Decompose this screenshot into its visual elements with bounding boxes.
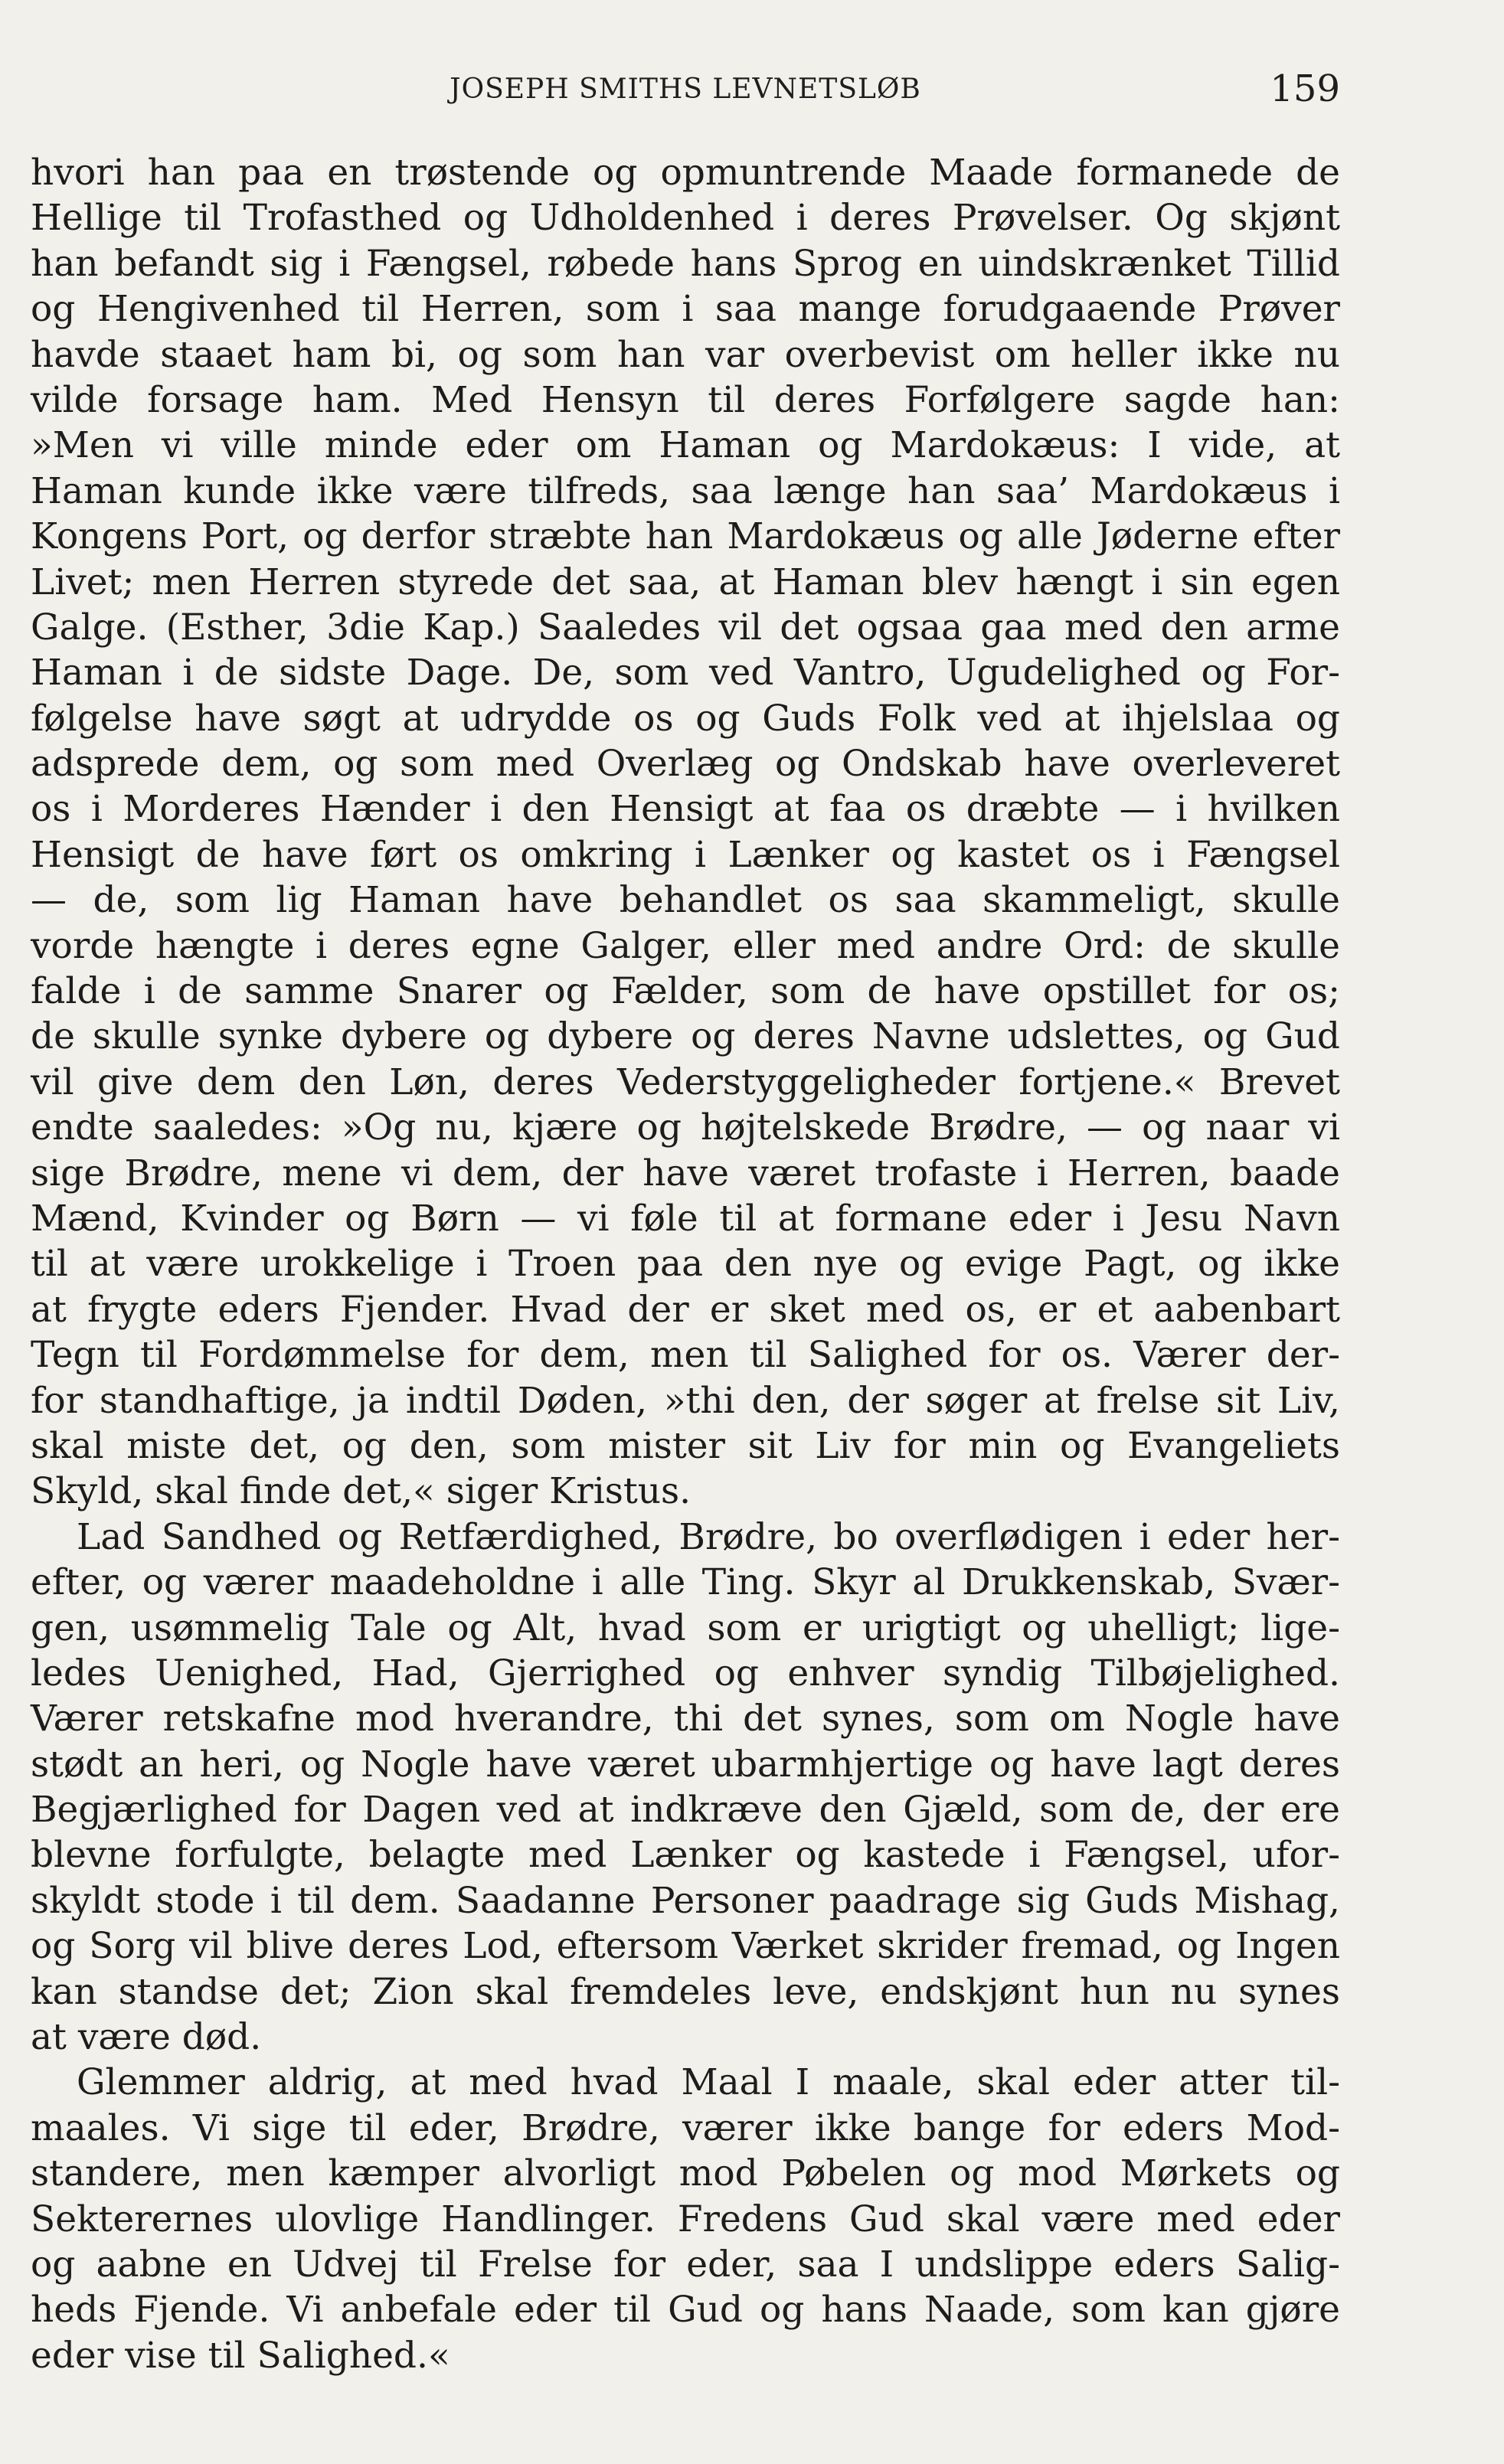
text-line: sige Brødre, mene vi dem, der have været trofaste i Herren, baade — [31, 1152, 1340, 1194]
running-header — [31, 67, 1340, 113]
running-title: JOSEPH SMITHS LEVNETSLØB — [450, 74, 921, 105]
text-line: falde i de samme Snarer og Fælder, som de have opstillet for os; — [31, 970, 1340, 1013]
text-line: Værer retskafne mod hverandre, thi det synes, som om Nogle have — [31, 1698, 1340, 1740]
text-line: skal miste det, og den, som mister sit Liv for min og Evangeliets — [31, 1424, 1340, 1467]
text-line: han befandt sig i Fængsel, røbede hans Sprog en uindskrænket Tillid — [31, 242, 1340, 285]
text-line: vil give dem den Løn, deres Vederstyggeligheder fortjene.« Brevet — [31, 1060, 1340, 1103]
text-line: Hensigt de have ført os omkring i Lænker og kastet os i Fængsel — [31, 833, 1340, 876]
text-line: vilde forsage ham. Med Hensyn til deres Forfølgere sagde han: — [31, 378, 1340, 421]
text-line: Tegn til Fordømmelse for dem, men til Salighed for os. Værer der- — [31, 1334, 1340, 1377]
text-line: adsprede dem, og som med Overlæg og Ondskab have overleveret — [31, 743, 1340, 786]
text-line: maales. Vi sige til eder, Brødre, værer ikke bange for eders Mod- — [31, 2106, 1340, 2149]
text-line: Haman kunde ikke være tilfreds, saa længe han saa’ Mardokæus i — [31, 469, 1340, 512]
text-line: blevne forfulgte, belagte med Lænker og kastede i Fængsel, ufor- — [31, 1834, 1340, 1877]
text-line: Begjærlighed for Dagen ved at indkræve den Gjæld, som de, der ere — [31, 1789, 1340, 1832]
text-line: kan standse det; Zion skal fremdeles leve, endskjønt hun nu synes — [31, 1970, 1340, 2013]
text-line: Livet; men Herren styrede det saa, at Haman blev hængt i sin egen — [31, 560, 1340, 603]
body-text — [31, 150, 1340, 2378]
text-line: følgelse have søgt at udrydde os og Guds Folk ved at ihjelslaa og — [31, 697, 1340, 740]
text-line: skyldt stode i til dem. Saadanne Personer paadrage sig Guds Mishag, — [31, 1879, 1340, 1922]
text-line: havde staaet ham bi, og som han var overbevist om heller ikke nu — [31, 333, 1340, 376]
text-line: vorde hængte i deres egne Galger, eller med andre Ord: de skulle — [31, 924, 1340, 967]
text-line: Galge. (Esther, 3die Kap.) Saaledes vil det ogsaa gaa med den arme — [31, 606, 1340, 649]
text-line: Mænd, Kvinder og Børn — vi føle til at formane eder i Jesu Navn — [31, 1197, 1340, 1240]
text-line: Hellige til Trofasthed og Udholdenhed i deres Prøvelser. Og skjønt — [31, 197, 1340, 240]
text-line: hvori han paa en trøstende og opmuntrende Maade formanede de — [31, 152, 1340, 194]
text-line: de skulle synke dybere og dybere og deres Navne udslettes, og Gud — [31, 1015, 1340, 1058]
text-line: heds Fjende. Vi anbefale eder til Gud og hans Naade, som kan gjøre — [31, 2289, 1340, 2332]
text-line: efter, og værer maadeholdne i alle Ting. Skyr al Drukkenskab, Svær- — [31, 1561, 1340, 1604]
text-line: »Men vi ville minde eder om Haman og Mardokæus: I vide, at — [31, 424, 1340, 467]
text-line: Glemmer aldrig, at med hvad Maal I maale, skal eder atter til- — [77, 2061, 1340, 2104]
text-line: ledes Uenighed, Had, Gjerrighed og enhver syndig Tilbøjelighed. — [31, 1652, 1340, 1694]
text-line: for standhaftige, ja indtil Døden, »thi den, der søger at frelse sit Liv, — [31, 1379, 1340, 1422]
text-line: Haman i de sidste Dage. De, som ved Vantro, Ugudelighed og For- — [31, 652, 1340, 694]
text-line: og Hengivenhed til Herren, som i saa mange forudgaaende Prøver — [31, 288, 1340, 331]
text-line: og Sorg vil blive deres Lod, eftersom Værket skrider fremad, og Ingen — [31, 1925, 1340, 1968]
text-line: stødt an heri, og Nogle have været ubarmhjertige og have lagt deres — [31, 1743, 1340, 1786]
text-line: at frygte eders Fjender. Hvad der er sket med os, er et aabenbart — [31, 1288, 1340, 1331]
text-line: at være død. — [31, 2016, 262, 2059]
page-number: 159 — [1270, 67, 1340, 110]
text-line: eder vise til Salighed.« — [31, 2334, 450, 2377]
text-line: Sekterernes ulovlige Handlinger. Fredens Gud skal være med eder — [31, 2198, 1340, 2240]
text-line: standere, men kæmper alvorligt mod Pøbelen og mod Mørkets og — [31, 2152, 1340, 2195]
text-line: gen, usømmelig Tale og Alt, hvad som er urigtigt og uhelligt; lige- — [31, 1606, 1340, 1649]
text-line: Skyld, skal finde det,« siger Kristus. — [31, 1470, 692, 1513]
text-line: Kongens Port, og derfor stræbte han Mardokæus og alle Jøderne efter — [31, 515, 1340, 558]
text-line: Lad Sandhed og Retfærdighed, Brødre, bo overflødigen i eder her- — [77, 1515, 1340, 1558]
text-line: endte saaledes: »Og nu, kjære og højtelskede Brødre, — og naar vi — [31, 1106, 1340, 1149]
text-line: til at være urokkelige i Troen paa den nye og evige Pagt, og ikke — [31, 1243, 1340, 1286]
text-line: — de, som lig Haman have behandlet os saa skammeligt, skulle — [31, 879, 1340, 922]
text-line: og aabne en Udvej til Frelse for eder, saa I undslippe eders Salig- — [31, 2243, 1340, 2286]
text-line: os i Morderes Hænder i den Hensigt at faa os dræbte — i hvilken — [31, 788, 1340, 831]
